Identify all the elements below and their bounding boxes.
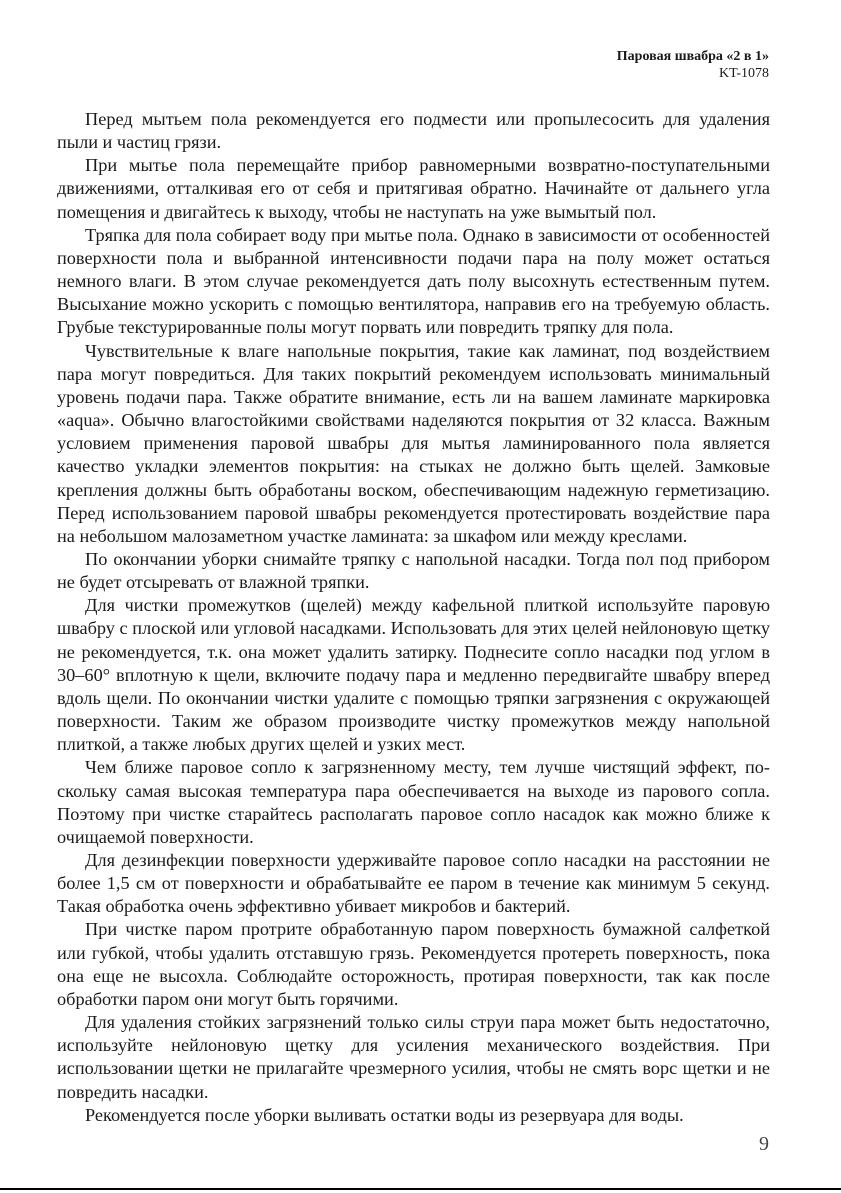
running-header — [617, 48, 769, 82]
paragraph-disinfection: Для дезинфекции поверхности удерживайте паровое сопло насадки на расстоянии не более 1,5 см от поверхности и обрабатывайте ее паром в течение как минимум 5 секунд. Такая обработка очень эффективно убивает микробов и бактерий. — [57, 850, 770, 917]
body-text — [57, 108, 770, 1127]
paragraph-floor-cloth: Тряпка для пола собирает воду при мытье пола. Однако в зависимости от особенностей поверхности пола и выбранной интенсивности подачи пара на полу может остаться немного влаги. В этом случае рекомендуется дать полу высохнуть естественным путем. Высыхание можно ускорить с помощью вентилятора, направив его на требуемую область. Грубые текстурированные полы могут порвать или повредить тряпку для пола. — [57, 224, 770, 338]
model-number: KT-1078 — [718, 66, 769, 81]
bottom-divider — [0, 1188, 841, 1190]
paragraph-sweep-before: Перед мытьем пола рекомендуется его подмести или пропылесосить для удаления пыли и частиц грязи. — [57, 109, 770, 153]
paragraph-wipe-surface: При чистке паром протрите обработанную паром поверхность бумажной салфеткой или губкой, чтобы удалить отставшую грязь. Рекомендуется протереть поверхность, пока она еще не высохла. Соблюдайте осторожность, протирая поверхности, так как после обработки паром они могут быть горячими. — [57, 919, 770, 1009]
paragraph-stubborn-dirt: Для удаления стойких загрязнений только силы струи пара может быть недостаточно, используйте нейлоновую щетку для усиления механического воздействия. При использовании щетки не прилагайте чрезмерного усилия, чтобы не смять ворс щетки и не повредить насадки. — [57, 1012, 770, 1102]
paragraph-tile-gaps: Для чистки промежутков (щелей) между кафельной плиткой используйте паровую швабру с плоской или угловой насадками. Использовать для этих целей нейлоновую щетку не рекомендуется, т.к. она может удалить затирку. Поднесите сопло насадки под углом в 30–60° вплотную к щели, включите подачу пара и медленно передвигайте швабру вперед вдоль щели. По окончании чистки удалите с помощью тряпки загрязнения с окружающей поверхности. Таким же образом производите чистку промежутков между напольной плиткой, а также любых других щелей и узких мест. — [57, 595, 770, 755]
paragraph-laminate: Чувствительные к влаге напольные покрытия, такие как ламинат, под воздействием пара могут повредиться. Для таких покрытий рекомендуем использовать минимальный уровень подачи пара. Также обратите внимание, есть ли на вашем ламинате маркировка «aqua». Обычно влагостойкими свойствами наделяются покрытия от 32 класса. Важным условием применения паровой швабры для мытья ламинированного пола является качество укладки элементов покрытия: на стыках не должно быть щелей. Замковые крепления должны быть обработаны воском, обеспечивающим надежную герметизацию. Перед использованием паровой швабры рекомендуется протестировать воздействие пара на небольшом малозаметном участке ламината: за шкафом или между креслами. — [57, 340, 770, 546]
paragraph-empty-tank: Рекомендуется после уборки выливать остатки воды из резервуара для воды. — [85, 1104, 684, 1125]
paragraph-remove-cloth: По окончании уборки снимайте тряпку с напольной насадки. Тогда пол под прибором не будет отсыревать от влажной тряпки. — [57, 548, 770, 593]
paragraph-mopping-motion: При мытье пола перемещайте прибор равномерными возвратно-поступательными движениями, отталкивая его от себя и притягивая обратно. Начинайте от дальнего угла помещения и двигайтесь к выходу, чтобы не наступать на уже вымытый пол. — [57, 155, 770, 222]
paragraph-nozzle-distance: Чем ближе паровое сопло к загрязненному месту, тем лучше чистящий эффект, поскольку самая высокая температура пара обеспечивается на выходе из парового сопла. Поэтому при чистке старайтесь располагать паровое сопло насадок как можно ближе к очищаемой поверхности. — [57, 757, 770, 847]
page-number: 9 — [759, 1133, 769, 1155]
product-title: Паровая швабра «2 в 1» — [616, 49, 769, 64]
